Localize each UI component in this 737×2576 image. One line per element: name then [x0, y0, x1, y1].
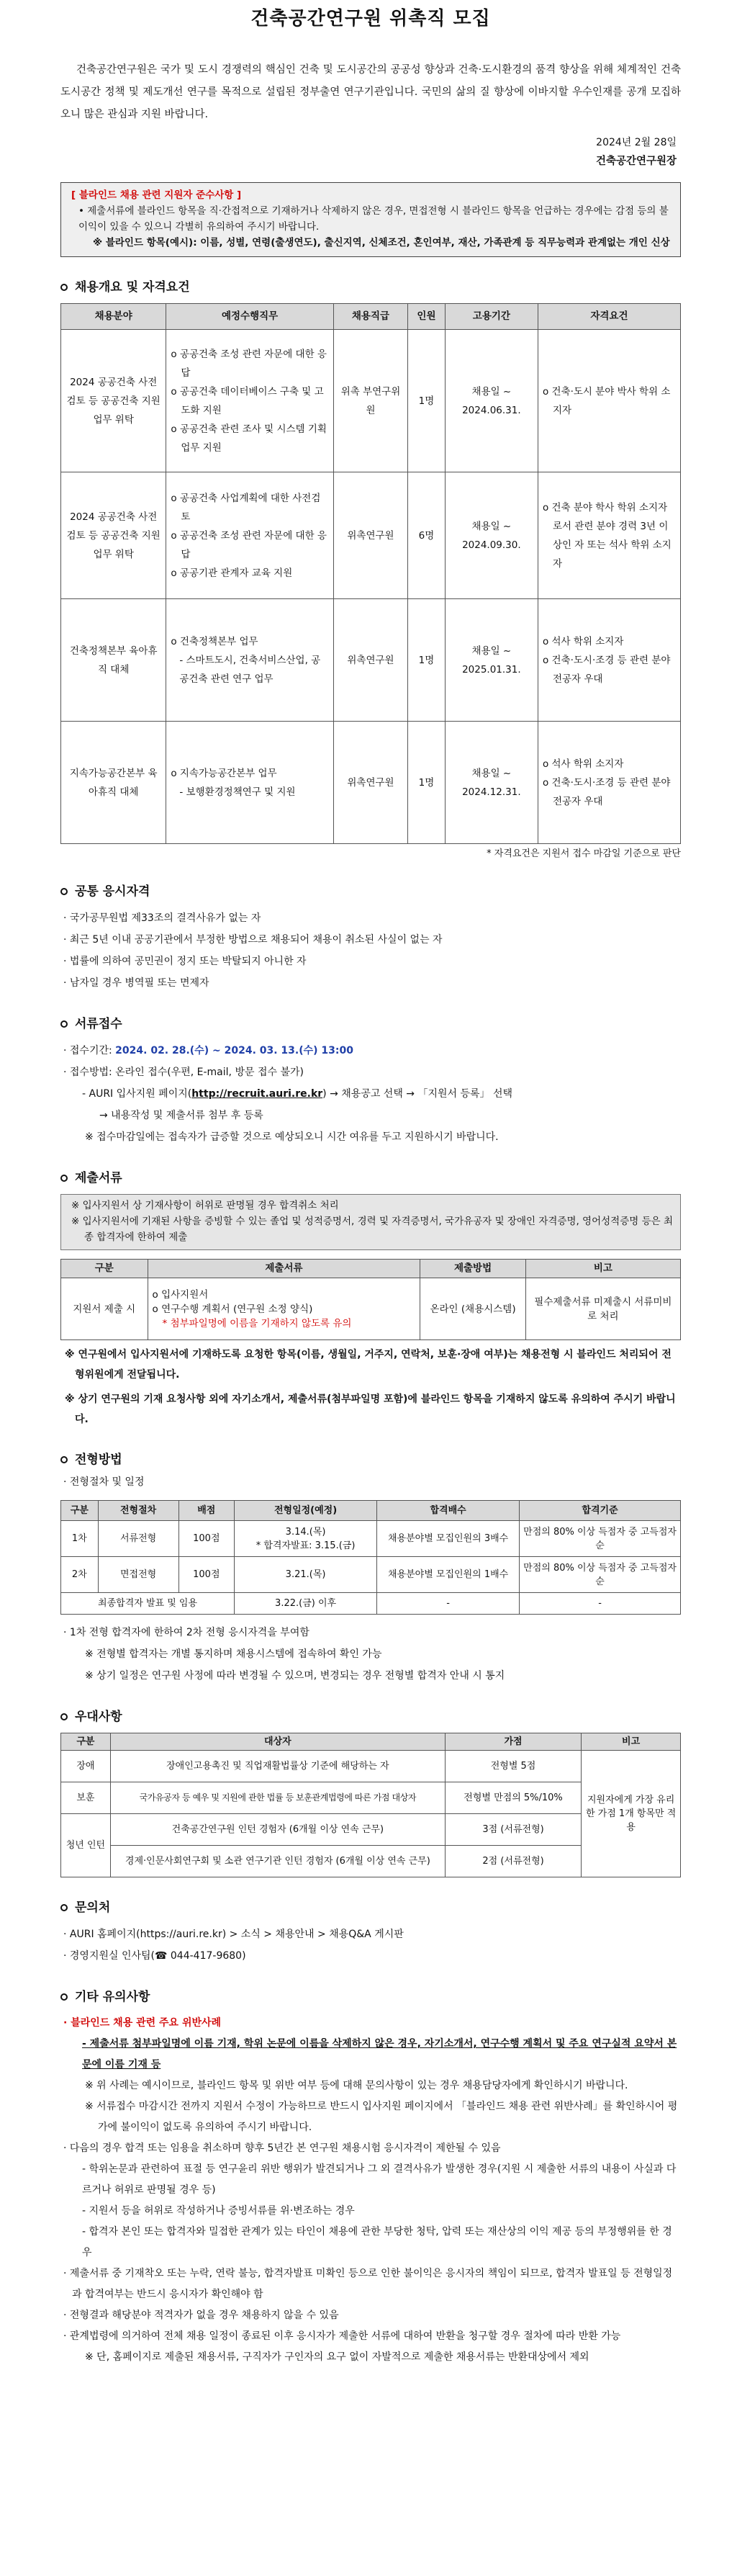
- column-header: 채용분야: [61, 304, 166, 330]
- position-duties: [166, 330, 333, 472]
- preference-remark: 지원자에게 가장 유리한 가점 1개 항목만 적용: [582, 1751, 681, 1877]
- pass-multiple: 채용분야별 모집인원의 1배수: [377, 1557, 520, 1593]
- contact-homepage[interactable]: · AURI 홈페이지(https://auri.re.kr) > 소식 > 채용안내 > 채용Q&A 게시판: [60, 1924, 681, 1945]
- selection-subhead: [60, 1471, 681, 1493]
- column-header: 고용기간: [445, 304, 538, 330]
- documents-list: [148, 1278, 420, 1340]
- column-header: 제출서류: [148, 1260, 420, 1278]
- list-item: · 관계법령에 의거하여 전체 채용 일정이 종료된 이후 응시자가 제출한 서류에 대하여 반환을 청구할 경우 절차에 따라 반환 가능: [60, 2326, 681, 2347]
- table-row: [61, 722, 681, 844]
- position-field: 2024 공공건축 사전검토 등 공공건축 지원업무 위탁: [61, 472, 166, 599]
- procedure: 면접전형: [98, 1557, 178, 1593]
- documents-notice-line: ※ 입사지원서 상 기재사항이 허위로 판명될 경우 합격취소 처리: [71, 1200, 339, 1212]
- list-item: · 다음의 경우 합격 또는 임용을 취소하며 향후 5년간 본 연구원 채용시험 응시자격이 제한될 수 있음: [60, 2138, 681, 2159]
- procedure: 서류전형: [98, 1521, 178, 1557]
- duty-item: o 공공건축 사업계획에 대한 사전검토: [171, 489, 328, 526]
- final-stage-label: 최종합격자 발표 및 임용: [61, 1593, 235, 1615]
- duty-item: o 공공기관 관계자 교육 지원: [171, 564, 328, 583]
- list-subitem: ※ 단, 홈페이지로 제출된 채용서류, 구직자가 구인자의 요구 없이 자발적으로 제출한 채용서류는 반환대상에서 제외: [85, 2351, 589, 2364]
- position-requirements: [538, 722, 680, 844]
- row-label: 지원서 제출 시: [61, 1278, 148, 1340]
- column-header: 배점: [178, 1501, 234, 1521]
- pass-multiple: 채용분야별 모집인원의 3배수: [377, 1521, 520, 1557]
- application-list: [60, 1040, 681, 1148]
- requirement-item: o 건축·도시·조경 등 관련 분야 전공자 우대: [543, 651, 676, 688]
- column-header: 비고: [525, 1260, 680, 1278]
- preference-points: 2점 (서류전형): [445, 1846, 581, 1877]
- table-row: [61, 1278, 681, 1340]
- list-item: · 전형절차 및 일정: [60, 1471, 681, 1493]
- column-header: 자격요건: [538, 304, 680, 330]
- employment-period: 채용일 ~ 2024.12.31.: [445, 722, 538, 844]
- duty-detail: - 스마트도시, 건축서비스산업, 공공건축 관련 연구 업무: [179, 654, 321, 685]
- section-title: 우대사항: [75, 1710, 122, 1725]
- score: 100점: [178, 1557, 234, 1593]
- table-row: [61, 472, 681, 599]
- position-grade: 위촉연구원: [333, 722, 407, 844]
- selection-table: [60, 1500, 681, 1615]
- list-item: · 제출서류 중 기재착오 또는 누락, 연락 불능, 합격자발표 미확인 등으로 인한 불이익은 응시자의 책임이 되므로, 합격자 발표일 등 전형일정과 합격여부는 반드시 응시자가 확인해야 함: [60, 2263, 681, 2305]
- section-heading-selection: [60, 1451, 681, 1468]
- list-item: · 최근 5년 이내 공공기관에서 부정한 방법으로 채용되어 채용이 취소된 사실이 없는 자: [60, 929, 681, 951]
- requirement-item: o 건축·도시 분야 박사 학위 소지자: [543, 382, 676, 420]
- documents-notice-box: [60, 1194, 681, 1250]
- table-row: [61, 1521, 681, 1557]
- column-header: 인원: [408, 304, 446, 330]
- preference-points: 전형별 5점: [445, 1751, 581, 1782]
- steps-text: ) → 채용공고 선택 → 「지원서 등록」 선택: [322, 1088, 513, 1100]
- duty-item: o 공공건축 데이터베이스 구축 및 고도화 지원: [171, 382, 328, 420]
- contact-phone: · 경영지원실 인사팀(☎ 044-417-9680): [60, 1945, 681, 1967]
- preference-target: 장애인고용촉진 및 직업재활법률상 기준에 해당하는 자: [110, 1751, 445, 1782]
- section-heading-contact: [60, 1899, 681, 1916]
- list-subitem: - 학위논문과 관련하여 표절 등 연구윤리 위반 행위가 발견되거나 그 외 결격사유가 발생한 경우(지원 시 제출한 서류의 내용이 사실과 다르거나 허위로 판명될 경우 등): [82, 2163, 677, 2196]
- list-subitem: - 지원서 등을 허위로 작성하거나 증빙서류를 위·변조하는 경우: [82, 2205, 355, 2217]
- position-count: 6명: [408, 472, 446, 599]
- circle-bullet-icon: [60, 1175, 68, 1182]
- position-count: 1명: [408, 330, 446, 472]
- position-grade: 위촉연구원: [333, 599, 407, 722]
- section-heading-preferences: [60, 1708, 681, 1725]
- announcement-date: * 합격자발표: 3.15.(금): [256, 1540, 356, 1551]
- violation-note: ※ 위 사례는 예시이므로, 블라인드 항목 및 위반 여부 등에 대해 문의사항이 있는 경우 채용담당자에게 확인하시기 바랍니다.: [85, 2080, 628, 2092]
- table-header-row: [61, 1733, 681, 1751]
- position-grade: 위촉 부연구위원: [333, 330, 407, 472]
- column-header: 가점: [445, 1733, 581, 1751]
- preference-category: 청년 인턴: [61, 1814, 111, 1877]
- schedule-date: 3.14.(목): [285, 1526, 326, 1538]
- blind-items-warning: ※ 상기 연구원의 기재 요청사항 외에 자기소개서, 제출서류(첨부파일명 포함)에 블라인드 항목을 기재하지 않도록 유의하여 주시기 바랍니다.: [65, 1394, 676, 1426]
- requirement-item: o 건축·도시·조경 등 관련 분야 전공자 우대: [543, 773, 676, 811]
- preference-target: 경제·인문사회연구회 및 소관 연구기관 인턴 경험자 (6개월 이상 연속 근무): [110, 1846, 445, 1877]
- application-method: · 접수방법: 온라인 접수(우편, E-mail, 방문 접수 불가): [60, 1062, 681, 1083]
- preference-category: 보훈: [61, 1782, 111, 1814]
- pass-criteria: 만점의 80% 이상 득점자 중 고득점자순: [520, 1557, 681, 1593]
- table-header-row: [61, 1260, 681, 1278]
- column-header: 합격기준: [520, 1501, 681, 1521]
- list-item: · 1차 전형 합격자에 한하여 2차 전형 응시자격을 부여함: [60, 1622, 681, 1643]
- column-header: 합격배수: [377, 1501, 520, 1521]
- column-header: 구분: [61, 1733, 111, 1751]
- document-item: o 입사지원서: [153, 1288, 416, 1302]
- column-header: 채용직급: [333, 304, 407, 330]
- final-date: 3.22.(금) 이후: [235, 1593, 377, 1615]
- section-title: 제출서류: [75, 1171, 122, 1186]
- eligibility-list: [60, 907, 681, 994]
- blind-notice-text: • 제출서류에 블라인드 항목을 직·간접적으로 기재하거나 삭제하지 않은 경우, 면접전형 시 블라인드 항목을 언급하는 경우에는 감점 등의 불이익이 있을 수 있으니 각별히 유의하여 주시기 바랍니다.: [78, 205, 669, 233]
- stage: 1차: [61, 1521, 99, 1557]
- section-heading-other-notes: [60, 1988, 681, 2006]
- violation-note: ※ 서류접수 마감시간 전까지 지원서 수정이 가능하므로 반드시 입사지원 페이지에서 「블라인드 채용 관련 위반사례」를 확인하시어 평가에 불이익이 없도록 유의하여 주시기 바랍니다.: [85, 2101, 678, 2134]
- schedule: 3.21.(목): [235, 1557, 377, 1593]
- table-row: [61, 1751, 681, 1782]
- preferences-table: [60, 1733, 681, 1877]
- section-heading-documents: [60, 1170, 681, 1187]
- schedule: [235, 1521, 377, 1557]
- list-item: · 국가공무원법 제33조의 결격사유가 없는 자: [60, 907, 681, 929]
- list-item: · 남자일 경우 병역필 또는 면제자: [60, 972, 681, 994]
- duty-item: o 공공건축 조성 관련 자문에 대한 응답: [171, 345, 328, 382]
- duty-item: o 건축정책본부 업무: [171, 632, 328, 651]
- submission-method: 온라인 (채용시스템): [420, 1278, 525, 1340]
- page-title: 건축공간연구원 위촉직 모집: [250, 8, 491, 30]
- duty-item: o 공공건축 조성 관련 자문에 대한 응답: [171, 526, 328, 564]
- position-count: 1명: [408, 599, 446, 722]
- filename-warning: * 첨부파일명에 이름을 기재하지 않도록 유의: [162, 1317, 352, 1329]
- section-heading-eligibility: [60, 883, 681, 900]
- column-header: 비고: [582, 1733, 681, 1751]
- stage: 2차: [61, 1557, 99, 1593]
- section-heading-application: [60, 1015, 681, 1033]
- positions-table: [60, 303, 681, 844]
- column-header: 전형절차: [98, 1501, 178, 1521]
- preference-target: 건축공간연구원 인턴 경험자 (6개월 이상 연속 근무): [110, 1814, 445, 1846]
- preference-points: 전형별 만점의 5%/10%: [445, 1782, 581, 1814]
- position-field: 지속가능공간본부 육아휴직 대체: [61, 722, 166, 844]
- position-requirements: [538, 472, 680, 599]
- table-header-row: [61, 1501, 681, 1521]
- column-header: 구분: [61, 1501, 99, 1521]
- position-duties: [166, 722, 333, 844]
- documents-table: [60, 1259, 681, 1340]
- documents-remark: 필수제출서류 미제출시 서류미비로 처리: [525, 1278, 680, 1340]
- contact-list: [60, 1924, 681, 1967]
- application-period: [60, 1040, 681, 1062]
- section-heading-overview: [60, 279, 681, 296]
- notice-date: 2024년 2월 28일: [596, 137, 677, 149]
- position-count: 1명: [408, 722, 446, 844]
- application-note: ※ 접수마감일에는 접속자가 급증할 것으로 예상되오니 시간 여유를 두고 지원하시기 바랍니다.: [85, 1131, 499, 1144]
- notice-organization: 건축공간연구원장: [595, 156, 677, 168]
- preference-points: 3점 (서류전형): [445, 1814, 581, 1846]
- final-multiple: -: [377, 1593, 520, 1615]
- preference-target: 국가유공자 등 예우 및 지원에 관한 법률 등 보훈관계법령에 따른 가점 대상자: [110, 1782, 445, 1814]
- list-item: · 법률에 의하여 공민권이 정지 또는 박탈되지 아니한 자: [60, 951, 681, 972]
- duty-item: o 공공건축 관련 조사 및 시스템 기획 업무 지원: [171, 420, 328, 457]
- position-requirements: [538, 599, 680, 722]
- period-label: 접수기간:: [69, 1045, 116, 1057]
- position-duties: [166, 599, 333, 722]
- duty-item: o 지속가능공간본부 업무: [171, 764, 328, 783]
- table-row: [61, 1593, 681, 1615]
- duty-detail: - 보행환경정책연구 및 지원: [179, 786, 296, 798]
- other-notes-list: [60, 2013, 681, 2368]
- position-requirements: [538, 330, 680, 472]
- section-title: 기타 유의사항: [75, 1990, 150, 2005]
- column-header: 예정수행직무: [166, 304, 333, 330]
- selection-note: ※ 상기 일정은 연구원 사정에 따라 변경될 수 있으며, 변경되는 경우 전형별 합격자 안내 시 통지: [85, 1670, 505, 1682]
- auri-application-steps-next: → 내용작성 및 제출서류 첨부 후 등록: [99, 1110, 263, 1122]
- violation-examples: - 제출서류 첨부파일명에 이름 기재, 학위 논문에 이름을 삭제하지 않은 경우, 자기소개서, 연구수행 계획서 및 주요 연구실적 요약서 본문에 이름 기재 등: [82, 2038, 677, 2071]
- selection-notes: [60, 1622, 681, 1687]
- document-item: o 연구수행 계획서 (연구원 소정 양식): [153, 1302, 416, 1316]
- column-header: 구분: [61, 1260, 148, 1278]
- table-row: [61, 1557, 681, 1593]
- table-row: [61, 330, 681, 472]
- blind-processing-warning: ※ 연구원에서 입사지원서에 기재하도록 요청한 항목(이름, 생월일, 거주지, 연락처, 보훈·장애 여부)는 채용전형 시 블라인드 처리되어 전형위원에게 전달됩니다.: [65, 1349, 672, 1381]
- table-row: [61, 599, 681, 722]
- selection-note: ※ 전형별 합격자는 개별 통지하며 채용시스템에 접속하여 확인 가능: [85, 1648, 382, 1661]
- section-title: 채용개요 및 자격요건: [75, 280, 190, 295]
- circle-bullet-icon: [60, 1456, 68, 1463]
- score: 100점: [178, 1521, 234, 1557]
- section-title: 서류접수: [75, 1017, 122, 1032]
- position-field: 2024 공공건축 사전검토 등 공공건축 지원업무 위탁: [61, 330, 166, 472]
- blind-hiring-notice: [60, 182, 681, 257]
- position-duties: [166, 472, 333, 599]
- blind-notice-heading: [ 블라인드 채용 관련 지원자 준수사항 ]: [71, 189, 242, 202]
- requirement-item: o 건축 분야 학사 학위 소지자로서 관련 분야 경력 3년 이상인 자 또는 석사 학위 소지자: [543, 498, 676, 573]
- employment-period: 채용일 ~ 2025.01.31.: [445, 599, 538, 722]
- requirement-item: o 석사 학위 소지자: [543, 755, 676, 773]
- list-item: · 전형결과 해당분야 적격자가 없을 경우 채용하지 않을 수 있음: [60, 2305, 681, 2326]
- steps-text: - AURI 입사지원 페이지(: [82, 1088, 192, 1100]
- intro-paragraph: 건축공간연구원은 국가 및 도시 경쟁력의 핵심인 건축 및 도시공간의 공공성 향상과 건축·도시환경의 품격 향상을 위해 체계적인 건축도시공간 정책 및 제도개선 연구를 목적으로 설립된 정부출연 연구기관입니다. 국민의 삶의 질 향상에 이바지할 우수인재를 공개 모집하오니 많은 관심과 지원 바랍니다.: [60, 64, 681, 121]
- violation-heading: · 블라인드 채용 관련 주요 위반사례: [60, 2013, 681, 2034]
- circle-bullet-icon: [60, 284, 68, 291]
- circle-bullet-icon: [60, 888, 68, 895]
- column-header: 대상자: [110, 1733, 445, 1751]
- final-criteria: -: [520, 1593, 681, 1615]
- circle-bullet-icon: [60, 1020, 68, 1028]
- auri-application-steps: [60, 1083, 681, 1105]
- circle-bullet-icon: [60, 1904, 68, 1911]
- list-subitem: - 합격자 본인 또는 합격자와 밀접한 관계가 있는 타인이 채용에 관한 부당한 청탁, 압력 또는 재산상의 이익 제공 등의 부정행위를 한 경우: [82, 2226, 672, 2259]
- employment-period: 채용일 ~ 2024.06.31.: [445, 330, 538, 472]
- section-title: 공통 응시자격: [75, 884, 150, 899]
- position-grade: 위촉연구원: [333, 472, 407, 599]
- documents-notice-line: ※ 입사지원서에 기재된 사항을 증빙할 수 있는 졸업 및 성적증명서, 경력 및 자격증명서, 국가유공자 및 장애인 자격증명, 영어성적증명 등은 최종 합격자에 한하여 제출: [71, 1216, 674, 1244]
- column-header: 제출방법: [420, 1260, 525, 1278]
- circle-bullet-icon: [60, 1993, 68, 2001]
- circle-bullet-icon: [60, 1713, 68, 1720]
- requirement-item: o 석사 학위 소지자: [543, 632, 676, 651]
- table-header-row: [61, 304, 681, 330]
- section-title: 전형방법: [75, 1453, 122, 1468]
- table-footnote: * 자격요건은 지원서 접수 마감일 기준으로 판단: [487, 848, 681, 860]
- preference-category: 장애: [61, 1751, 111, 1782]
- column-header: 전형일정(예정): [235, 1501, 377, 1521]
- blind-notice-items: ※ 블라인드 항목(예시): 이름, 성별, 연령(출생연도), 출신지역, 신체조건, 혼인여부, 재산, 가족관계 등 직무능력과 관계없는 개인 신상: [93, 237, 670, 249]
- section-title: 문의처: [75, 1900, 111, 1916]
- position-field: 건축정책본부 육아휴직 대체: [61, 599, 166, 722]
- recruit-site-link[interactable]: http://recruit.auri.re.kr: [191, 1088, 323, 1100]
- employment-period: 채용일 ~ 2024.09.30.: [445, 472, 538, 599]
- period-value: 2024. 02. 28.(수) ~ 2024. 03. 13.(수) 13:00: [115, 1045, 353, 1057]
- pass-criteria: 만점의 80% 이상 득점자 중 고득점자순: [520, 1521, 681, 1557]
